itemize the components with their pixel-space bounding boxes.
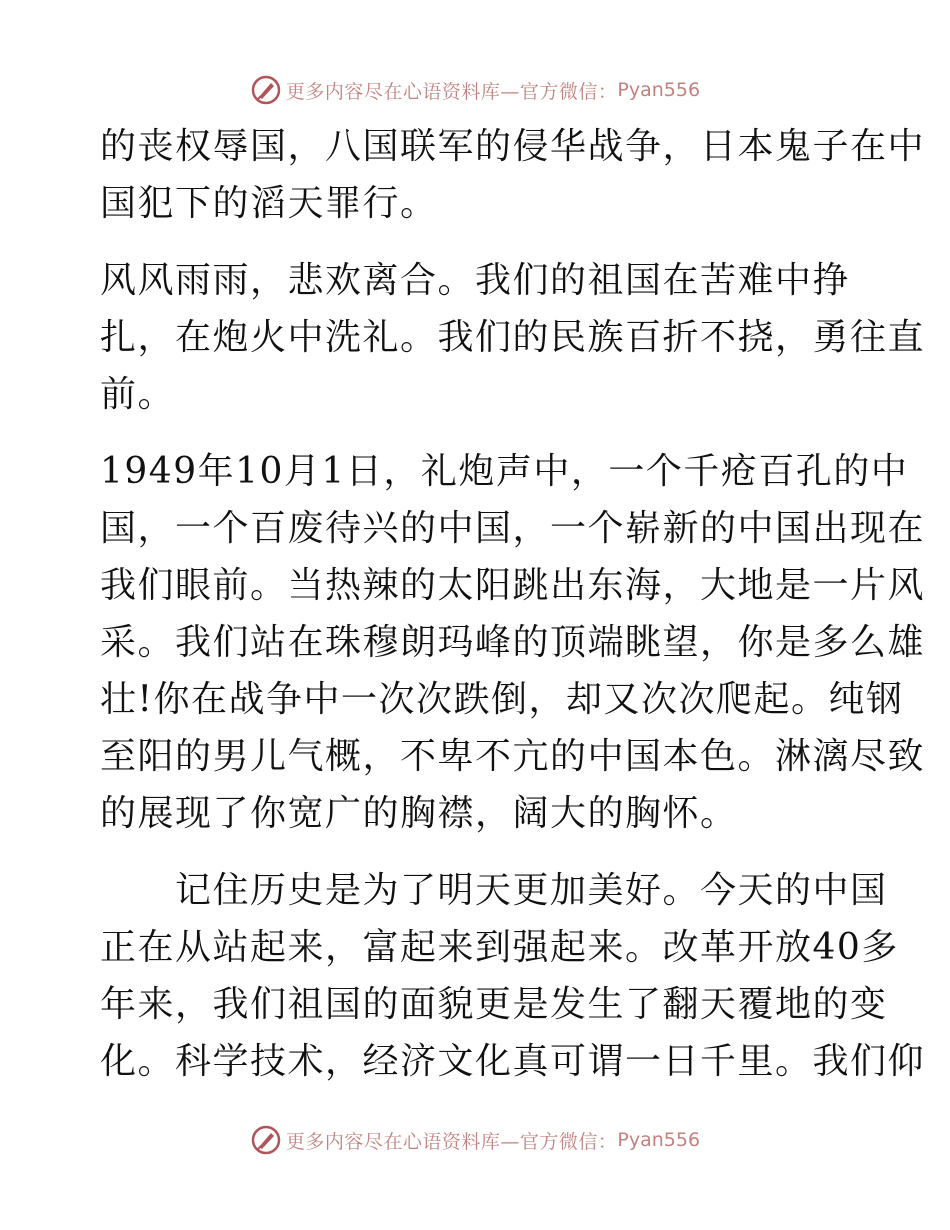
paragraph-indent xyxy=(100,870,175,911)
paragraph-4 xyxy=(100,862,926,1090)
footer-watermark xyxy=(0,1120,950,1160)
paragraph-1 xyxy=(100,118,926,232)
watermark-handle: Pyan556 xyxy=(617,79,701,101)
text-line: 化。科学技术，经济文化真可谓一日千里。我们仰 xyxy=(100,1041,926,1082)
quill-logo-icon xyxy=(250,74,282,106)
text-line: 国，一个百废待兴的中国，一个崭新的中国出现在 xyxy=(100,508,926,549)
text-line: 前。 xyxy=(100,374,176,415)
text-line-content: 风风雨雨，悲欢离合。我们的祖国在苦难中挣 xyxy=(100,260,851,301)
text-line xyxy=(100,862,888,919)
text-line: 的展现了你宽广的胸襟，阔大的胸怀。 xyxy=(100,793,738,834)
text-line: 正在从站起来，富起来到强起来。改革开放40多 xyxy=(100,927,899,968)
text-line xyxy=(100,252,850,309)
paragraph-2 xyxy=(100,252,926,423)
text-line xyxy=(100,443,909,500)
watermark-text: 更多内容尽在心语资料库—官方微信： xyxy=(285,80,618,103)
text-line: 壮!你在战争中一次次跌倒，却又次次爬起。纯钢 xyxy=(100,679,904,720)
text-line: 扎，在炮火中洗礼。我们的民族百折不挠，勇往直 xyxy=(100,317,926,358)
text-line-content: 1949年10月1日，礼炮声中，一个千疮百孔的中 xyxy=(100,451,909,492)
watermark-text: 更多内容尽在心语资料库—官方微信： xyxy=(285,1130,618,1153)
text-line-content: 记住历史是为了明天更加美好。今天的中国 xyxy=(175,870,888,911)
watermark-handle: Pyan556 xyxy=(617,1129,701,1151)
text-line: 我们眼前。当热辣的太阳跳出东海，大地是一片风 xyxy=(100,565,926,606)
text-line: 至阳的男儿气概，不卑不亢的中国本色。淋漓尽致 xyxy=(100,736,926,777)
quill-logo-icon xyxy=(250,1124,282,1156)
text-line: 采。我们站在珠穆朗玛峰的顶端眺望，你是多么雄 xyxy=(100,622,926,663)
header-watermark xyxy=(0,70,950,110)
paragraph-3 xyxy=(100,443,926,842)
text-line: 国犯下的滔天罪行。 xyxy=(100,183,438,224)
text-line: 的丧权辱国，八国联军的侵华战争，日本鬼子在中 xyxy=(100,126,926,167)
document-body xyxy=(100,118,926,1110)
text-line: 年来，我们祖国的面貌更是发生了翻天覆地的变 xyxy=(100,984,888,1025)
